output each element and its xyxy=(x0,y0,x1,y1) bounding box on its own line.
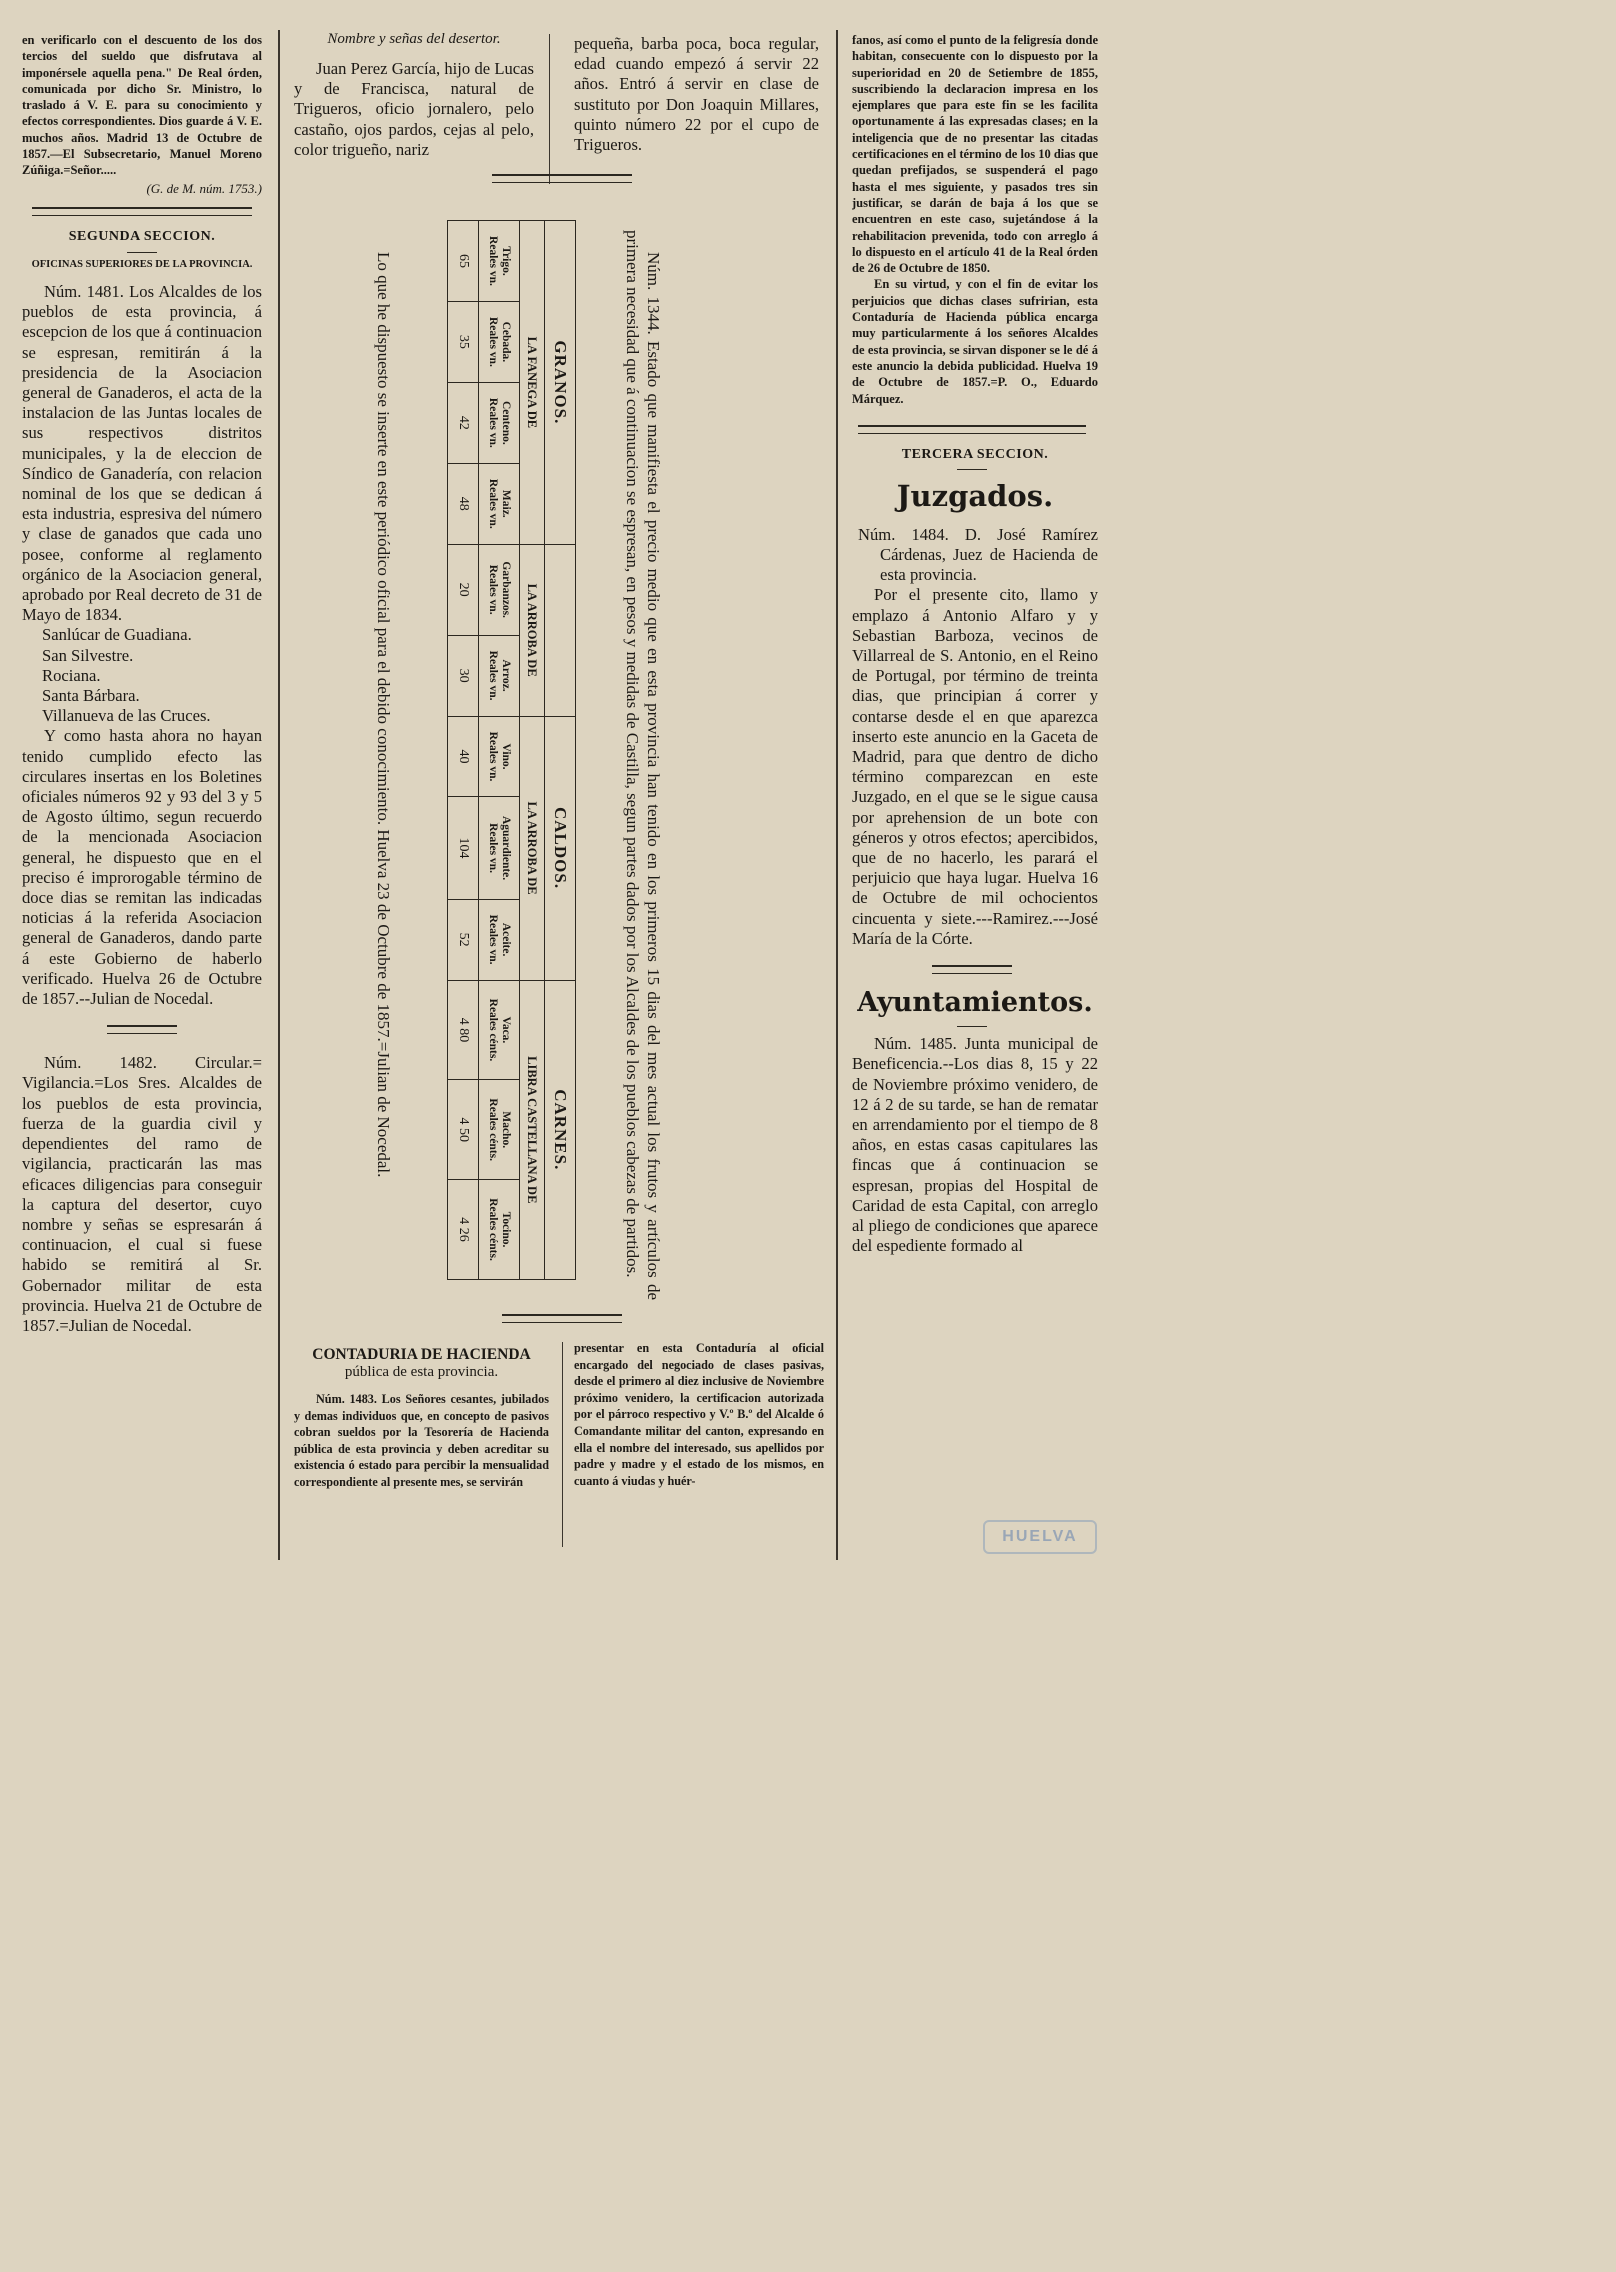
group-subheader: LA ARROBA DE xyxy=(520,544,545,716)
ayuntamientos-heading: Ayuntamientos. xyxy=(857,987,1093,1019)
column-header-name: Cebada. xyxy=(500,321,512,363)
column-header xyxy=(479,899,520,980)
column-header-name: Aceite. xyxy=(500,922,512,957)
column-header xyxy=(479,980,520,1080)
column-right xyxy=(852,32,1098,1557)
archive-stamp: HUELVA xyxy=(983,1520,1097,1554)
column-header-name: Vaca. xyxy=(500,1016,512,1044)
column-header xyxy=(479,1080,520,1180)
notice-1483-part1: Núm. 1483. Los Señores cesantes, jubilados y demas individuos que, en concepto de pasivos cobran sueldos por la Tesorería de Hacienda pública de esta provincia y deben acreditar su existencia ó estado para percibir la mensualidad correspondiente al presente mes, se servirán xyxy=(294,1392,549,1489)
deserter-description-part2: pequeña, barba poca, boca regular, edad cuando empezó á servir 22 años. Entró á servir en clase de sustituto por Don Joaquin Millares, quinto número 22 por el cupo de Trigueros. xyxy=(574,34,819,155)
column-header-unit: Reales vn. xyxy=(487,650,499,701)
section-title: SEGUNDA SECCION. xyxy=(68,228,216,244)
column-header xyxy=(479,544,520,635)
price-value: 65 xyxy=(448,221,479,302)
group-subheader: LA FANEGA DE xyxy=(520,221,545,545)
column-header xyxy=(479,463,520,544)
separator xyxy=(502,1314,622,1323)
separator xyxy=(932,965,1012,974)
price-value: 4 26 xyxy=(448,1180,479,1280)
column-header-name: Maiz. xyxy=(500,489,512,518)
town-item: Sanlúcar de Guadiana. xyxy=(42,625,192,645)
group-header-blank xyxy=(545,544,576,716)
decree-ending: en verificarlo con el descuento de los dos tercios del sueldo que disfrutava al imponérsele aquella pena." De Real órden, comunicada por dicho Sr. Ministro, lo traslado á V. E. para su conocimiento y efectos correspondientes. Dios guarde á V. E. muchos años. Madrid 13 de Octubre de 1857.—El Subsecretario, Manuel Moreno Zúñiga.=Señor..... xyxy=(22,33,262,178)
deserter-heading: Nombre y señas del desertor. xyxy=(327,31,501,47)
newspaper-page xyxy=(0,0,1115,1568)
notice-1483-part2: presentar en esta Contaduría al oficial encargado del negociado de clases pasivas, desde el primero al diez inclusive de Noviembre próximo venidero, la certificacion autorizada por el párroco respectivo y V.º B.º del Alcalde ó Comandante militar del canton, expresando en ella el nombre del interesado, sus apellidos por padre y madre y el estado de los mismos, en cuanto á viudas y huér- xyxy=(574,1341,824,1488)
price-value: 40 xyxy=(448,716,479,797)
notice-1481: Núm. 1481. Los Alcaldes de los pueblos de esta provincia, á escepcion de los que á continuacion se espresan, remitirán á la presidencia de la Asociacion general de Ganaderos, el acta de la instalacion de las Juntas locales de sus respectivos distritos municipales, y la de eleccion de Síndico de Ganadería, con relacion nominal de los que se dedican á esta industria, espresiva del número y clase de ganados que cada uno posee, conforme al reglamento orgánico de la Asociacion general, aprobado por Real decreto de 31 de Mayo de 1834. xyxy=(22,281,262,625)
price-value: 4 80 xyxy=(448,980,479,1080)
group-header-carnes: CARNES. xyxy=(545,980,576,1279)
column-header xyxy=(479,635,520,716)
column-rule xyxy=(836,30,838,1560)
separator xyxy=(858,425,1086,434)
separator xyxy=(32,207,252,216)
column-header-unit: Reales cénts. xyxy=(487,998,499,1062)
price-value: 30 xyxy=(448,635,479,716)
notice-1485: Núm. 1485. Junta municipal de Beneficencia.--Los dias 8, 15 y 22 de Noviembre próximo venidero, de 12 á 2 de su tarde, se han de rematar en arrendamiento por el tiempo de 8 años, en estas casas capitulares las fincas que á continuacion se espresan, propias del Hospital de Caridad de esta Capital, con arreglo al pliego de condiciones que aparece del espediente formado al xyxy=(852,1034,1098,1256)
group-subheader: LIBRA CASTELLANA DE xyxy=(520,980,545,1279)
column-header-unit: Reales vn. xyxy=(487,823,499,873)
column-header-row xyxy=(479,221,520,1280)
column-header-name: Centeno. xyxy=(500,400,512,445)
column-header-unit: Reales vn. xyxy=(487,316,499,367)
column-header-unit: Reales cénts. xyxy=(487,1098,499,1161)
column-header-name: Garbanzos. xyxy=(500,561,512,618)
notice-1481-conclusion: Y como hasta ahora no hayan tenido cumplido efecto las circulares insertas en los Boletines oficiales números 92 y 93 del 3 y 5 de Agosto último, segun recuerdo de la mencionada Asociacion general, he dispuesto que en el preciso é improrogable término de doce dias se remitan las indicadas noticias á la referida Asociacion general de Ganaderos, dando parte á este Gobierno de haberlo verificado. Huelva 26 de Octubre de 1857.--Julian de Nocedal. xyxy=(22,726,262,1009)
notice-1483-continued: fanos, así como el punto de la feligresía donde habitan, consecuente con lo dispuesto por la superioridad en 20 de Setiembre de 1855, suscribiendo la declaracion impresa en los ejemplares que para este fin se les facilita oportunamente á las expresadas clases; en la inteligencia que de no presentar las citadas certificaciones en el término de los 10 dias que quedan prefijados, se suspenderá el pago hasta el mes siguiente, y pasados tres sin justificar, se darán de baja á los que se encuentren en este caso, sujetándose á la rehabilitacion prevenida, todo con arreglo á lo dispuesto en el artículo 41 de la Real órden de 26 de Octubre de 1850. xyxy=(852,33,1098,276)
table-footer: Lo que he dispuesto se inserte en este periódico oficial para el debido conocimiento. Huelva 23 de Octubre de 1857.=Julian de Nocedal. xyxy=(374,252,393,1178)
column-header xyxy=(479,382,520,463)
section-title: TERCERA SECCION. xyxy=(901,446,1049,462)
notice-1484-heading: Núm. 1484. D. José Ramírez Cárdenas, Juez de Hacienda de esta provincia. xyxy=(858,524,1098,585)
column-header-unit: Reales vn. xyxy=(487,478,499,529)
column-header-name: Aguardiente. xyxy=(500,815,512,881)
column-header-name: Macho. xyxy=(500,1111,512,1149)
separator xyxy=(107,1025,177,1034)
column-header-unit: Reales vn. xyxy=(487,914,499,965)
group-header-granos: GRANOS. xyxy=(545,221,576,545)
column-header xyxy=(479,797,520,899)
gazette-reference: (G. de M. núm. 1753.) xyxy=(146,180,262,196)
price-value: 4 50 xyxy=(448,1080,479,1180)
section-subtitle: OFICINAS SUPERIORES DE LA PROVINCIA. xyxy=(31,258,253,270)
column-header-name: Trigo. xyxy=(500,246,512,276)
value-row xyxy=(448,221,479,1280)
column-header xyxy=(479,221,520,302)
contaduria-subtitle: pública de esta provincia. xyxy=(344,1364,499,1380)
notice-1483-conclusion: En su virtud, y con el fin de evitar los perjuicios que dichas clases sufririan, esta Contaduría de Hacienda pública encarga muy particularmente á los señores Alcaldes de esta provincia, se sirvan disponer se le dé á este anuncio la debida publicidad. Huelva 19 de Octubre de 1857.=P. O., Eduardo Márquez. xyxy=(852,277,1098,406)
column-header-name: Arroz. xyxy=(500,659,512,692)
town-item: San Silvestre. xyxy=(42,645,134,665)
column-header-unit: Reales vn. xyxy=(487,731,499,782)
price-value: 20 xyxy=(448,544,479,635)
contaduria-title: CONTADURIA DE HACIENDA xyxy=(312,1346,531,1363)
deserter-description-part1: Juan Perez García, hijo de Lucas y de Francisca, natural de Trigueros, oficio jornalero, pelo castaño, ojos pardos, cejas al pelo, color trigueño, nariz xyxy=(294,59,534,159)
price-value: 52 xyxy=(448,899,479,980)
group-subheader: LA ARROBA DE xyxy=(520,716,545,980)
column-header-unit: Reales vn. xyxy=(487,236,499,286)
price-value: 35 xyxy=(448,301,479,382)
column-rule xyxy=(278,30,280,1560)
column-header-unit: Reales vn. xyxy=(487,397,499,448)
column-header xyxy=(479,716,520,797)
town-item: Santa Bárbara. xyxy=(42,686,140,706)
town-item: Rociana. xyxy=(42,665,101,685)
price-table xyxy=(447,220,576,1280)
price-value: 104 xyxy=(448,797,479,899)
town-item: Villanueva de las Cruces. xyxy=(42,706,211,726)
separator xyxy=(492,174,632,183)
table-caption: Núm. 1344. Estado que manifiesta el precio medio que en esta provincia han tenido en los primeros 15 dias del mes actual los frutos y artículos de primera necesidad que á continuacion se espresan, en pesos y medidas de Castilla, segun partes dados por los Alcaldes de los pueblos cabezas de partidos. xyxy=(623,230,663,1300)
price-value: 42 xyxy=(448,382,479,463)
column-header xyxy=(479,301,520,382)
notice-1484-body: Por el presente cito, llamo y emplazo á Antonio Alfaro y y Sebastian Barboza, vecinos de Villarreal de S. Antonio, en el Reino de Portugal, por término de treinta dias, que principian á correr y contarse desde el en que aparezca inserto este anuncio en la Gaceta de Madrid, para que dentro de dicho término comparezcan en este Juzgado, en el que se le sigue causa por aprehension de un bote con géneros y otros efectos; apercibidos, que de no hacerlo, les parará el perjuicio que haya lugar. Huelva 16 de Octubre de mil ochocientos cincuenta y siete.---Ramirez.---José María de la Córte. xyxy=(852,585,1098,948)
column-header-unit: Reales vn. xyxy=(487,564,499,615)
column-header-name: Tocino. xyxy=(500,1211,512,1248)
price-value: 48 xyxy=(448,463,479,544)
column-header-unit: Reales cénts. xyxy=(487,1198,499,1261)
column-header xyxy=(479,1180,520,1280)
price-table-rotated xyxy=(324,210,664,1310)
juzgados-heading: Juzgados. xyxy=(896,478,1054,513)
column-middle xyxy=(292,30,832,1560)
notice-1482: Núm. 1482. Circular.= Vigilancia.=Los Sres. Alcaldes de los pueblos de esta provincia, fuerza de la guardia civil y dependientes del ramo de vigilancia, practicarán las mas eficaces diligencias para conseguir la captura del desertor, cuyo nombre y señas se espresarán á continuacion, el cual si fuese habido se remitirá al Sr. Gobernador militar de esta provincia. Huelva 21 de Octubre de 1857.=Julian de Nocedal. xyxy=(22,1053,262,1335)
column-header-name: Vino. xyxy=(500,743,512,770)
group-header-caldos: CALDOS. xyxy=(545,716,576,980)
column-left xyxy=(22,32,262,1557)
